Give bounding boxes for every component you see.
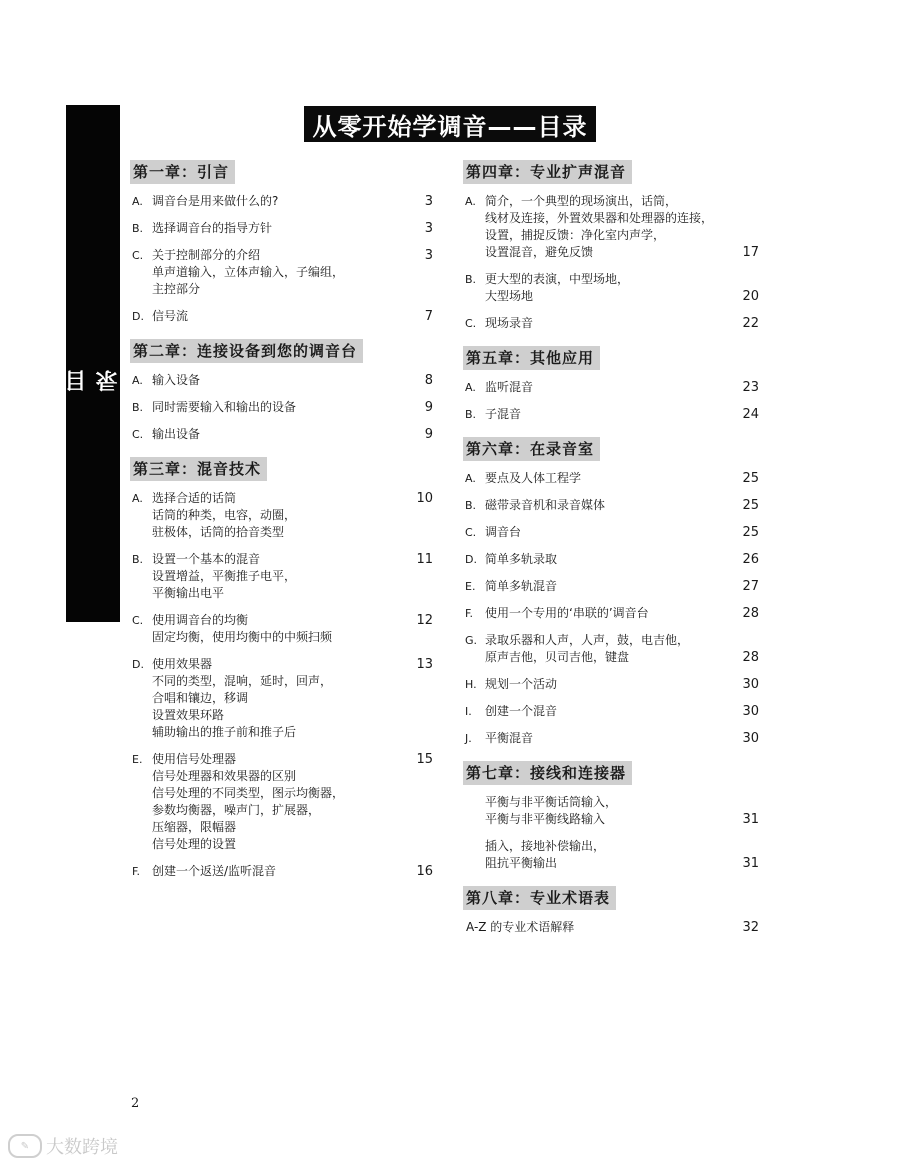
- toc-entry-letter: A.: [132, 195, 143, 208]
- toc-entry[interactable]: [463, 919, 761, 936]
- toc-entry-letter: E.: [465, 580, 476, 593]
- side-tab-label: 目录: [65, 358, 121, 392]
- toc-entry[interactable]: [463, 794, 761, 828]
- toc-entry-subline: 主控部分: [152, 282, 201, 296]
- toc-entry-page: 15: [416, 752, 433, 767]
- toc-entry-title: 创建一个返送/监听混音: [152, 864, 277, 878]
- toc-entry-page: 10: [416, 491, 433, 506]
- toc-entry-title: 使用信号处理器: [152, 752, 237, 766]
- toc-entry[interactable]: [463, 676, 761, 693]
- toc-entry-page: 3: [424, 248, 433, 263]
- toc-entry-title: 平衡与非平衡话筒输入，: [485, 795, 618, 809]
- chapter-heading: 第二章：连接设备到您的调音台: [130, 339, 363, 363]
- toc-entry[interactable]: [130, 372, 435, 389]
- toc-entry-page: 7: [424, 309, 433, 324]
- toc-entry[interactable]: [130, 247, 435, 298]
- toc-entry-page: 24: [742, 407, 759, 422]
- toc-entry[interactable]: [463, 730, 761, 747]
- toc-entry-title: 信号流: [152, 309, 189, 323]
- chapter-heading: 第七章：接线和连接器: [463, 761, 632, 785]
- toc-entry[interactable]: [463, 193, 761, 261]
- toc-entry-page: 26: [742, 552, 759, 567]
- toc-entry-subline: 平衡与非平衡线路输入: [485, 812, 606, 826]
- toc-entry[interactable]: [463, 406, 761, 423]
- toc-entry-title: 子混音: [485, 407, 522, 421]
- toc-entry-page: 28: [742, 650, 759, 665]
- toc-entry-subline: 单声道输入，立体声输入，子编组，: [152, 265, 345, 279]
- toc-entry[interactable]: [463, 838, 761, 872]
- toc-entry-page: 25: [742, 471, 759, 486]
- toc-entry-subline: 信号处理的不同类型，图示均衡器，: [152, 786, 345, 800]
- toc-entry-page: 17: [742, 245, 759, 260]
- toc-entry-letter: H.: [465, 678, 477, 691]
- toc-entry[interactable]: [463, 578, 761, 595]
- toc-entry-subline: 驻极体，话筒的拾音类型: [152, 525, 285, 539]
- toc-entry-page: 30: [742, 704, 759, 719]
- toc-entry-page: 3: [424, 221, 433, 236]
- toc-entry-page: 12: [416, 613, 433, 628]
- toc-entry-title: 简单多轨混音: [485, 579, 558, 593]
- toc-entry[interactable]: [463, 379, 761, 396]
- toc-entry-letter: B.: [132, 553, 144, 566]
- chapter-heading: 第三章：混音技术: [130, 457, 267, 481]
- toc-entry-letter: B.: [132, 222, 144, 235]
- toc-entry-letter: C.: [132, 249, 144, 262]
- watermark: [8, 1133, 118, 1159]
- toc-entry-title: 创建一个混音: [485, 704, 558, 718]
- toc-entry[interactable]: [463, 524, 761, 541]
- toc-entry-page: 22: [742, 316, 759, 331]
- toc-entry-letter: A.: [465, 472, 476, 485]
- toc-entry-subline: 信号处理器和效果器的区别: [152, 769, 297, 783]
- toc-entry-title: 更大型的表演，中型场地，: [485, 272, 630, 286]
- toc-entry-page: 30: [742, 731, 759, 746]
- toc-entry[interactable]: [130, 399, 435, 416]
- toc-entry[interactable]: [130, 193, 435, 210]
- toc-entry-subline: 不同的类型，混响，延时，回声，: [152, 674, 333, 688]
- toc-entry-page: 25: [742, 498, 759, 513]
- toc-entry-subline: 阻抗平衡输出: [485, 856, 558, 870]
- toc-entry-page: 3: [424, 194, 433, 209]
- toc-entry-title: 使用效果器: [152, 657, 213, 671]
- toc-entry[interactable]: [130, 551, 435, 602]
- toc-entry-letter: A.: [465, 195, 476, 208]
- chapter-heading: 第一章：引言: [130, 160, 235, 184]
- toc-entry-title: 监听混音: [485, 380, 534, 394]
- toc-entry-letter: E.: [132, 753, 143, 766]
- toc-entry-subline: 设置增益，平衡推子电平，: [152, 569, 297, 583]
- toc-entry-title: 输出设备: [152, 427, 201, 441]
- toc-entry-title: 设置一个基本的混音: [152, 552, 261, 566]
- toc-entry-letter: J.: [465, 732, 472, 745]
- toc-entry-title: 选择调音台的指导方针: [152, 221, 273, 235]
- toc-entry-title: 关于控制部分的介绍: [152, 248, 261, 262]
- toc-right-column: [463, 160, 761, 950]
- toc-entry[interactable]: [130, 656, 435, 741]
- toc-entry-letter: I.: [465, 705, 472, 718]
- toc-entry-title: 插入，接地补偿输出，: [485, 839, 606, 853]
- watermark-text: 大数跨境: [46, 1137, 118, 1158]
- toc-entry[interactable]: [130, 426, 435, 443]
- toc-entry-page: 20: [742, 289, 759, 304]
- toc-entry[interactable]: [463, 703, 761, 720]
- page-title: 从零开始学调音——目录: [304, 106, 596, 142]
- toc-entry-letter: B.: [465, 273, 477, 286]
- toc-entry-page: 32: [742, 920, 759, 935]
- toc-entry-title: 选择合适的话筒: [152, 491, 237, 505]
- toc-entry[interactable]: [130, 751, 435, 853]
- toc-entry-title: A-Z 的专业术语解释: [466, 920, 575, 934]
- chapter-heading: 第四章：专业扩声混音: [463, 160, 632, 184]
- toc-entry[interactable]: [130, 308, 435, 325]
- toc-entry-subline: 设置混音，避免反馈: [485, 245, 594, 259]
- toc-entry[interactable]: [130, 863, 435, 880]
- toc-entry-subline: 设置效果环路: [152, 708, 225, 722]
- toc-entry-letter: B.: [465, 408, 477, 421]
- toc-entry-title: 磁带录音机和录音媒体: [485, 498, 606, 512]
- toc-entry-title: 录取乐器和人声，人声，鼓，电吉他，: [485, 633, 690, 647]
- toc-entry-title: 规划一个活动: [485, 677, 558, 691]
- toc-entry-page: 23: [742, 380, 759, 395]
- toc-entry-subline: 原声吉他，贝司吉他，键盘: [485, 650, 630, 664]
- toc-entry-title: 调音台: [485, 525, 522, 539]
- toc-entry-page: 25: [742, 525, 759, 540]
- toc-entry-letter: C.: [465, 526, 477, 539]
- toc-entry-subline: 辅助输出的推子前和推子后: [152, 725, 297, 739]
- toc-entry-subline: 平衡输出电平: [152, 586, 225, 600]
- toc-entry-page: 31: [742, 812, 759, 827]
- toc-left-column: [130, 160, 435, 894]
- toc-entry[interactable]: [463, 551, 761, 568]
- toc-entry-title: 使用调音台的均衡: [152, 613, 249, 627]
- toc-entry-letter: C.: [132, 614, 144, 627]
- toc-entry-page: 27: [742, 579, 759, 594]
- toc-entry[interactable]: [463, 271, 761, 305]
- toc-entry[interactable]: [463, 497, 761, 514]
- toc-entry[interactable]: [130, 490, 435, 541]
- toc-entry-letter: D.: [132, 310, 144, 323]
- toc-entry[interactable]: [463, 632, 761, 666]
- toc-entry-letter: G.: [465, 634, 478, 647]
- toc-entry-letter: B.: [132, 401, 144, 414]
- toc-entry-title: 现场录音: [485, 316, 534, 330]
- toc-entry-letter: A.: [132, 492, 143, 505]
- toc-entry-title: 简单多轨录取: [485, 552, 558, 566]
- watermark-logo-icon: ✎: [8, 1134, 42, 1158]
- toc-entry-title: 简介，一个典型的现场演出，话筒，: [485, 194, 678, 208]
- toc-entry[interactable]: [130, 220, 435, 237]
- toc-entry-page: 8: [424, 373, 433, 388]
- toc-entry-title: 调音台是用来做什么的?: [152, 194, 279, 208]
- toc-entry[interactable]: [130, 612, 435, 646]
- toc-entry-page: 9: [424, 427, 433, 442]
- toc-entry-letter: B.: [465, 499, 477, 512]
- toc-entry[interactable]: [463, 470, 761, 487]
- toc-entry-title: 平衡混音: [485, 731, 534, 745]
- toc-entry-subline: 设置，捕捉反馈：净化室内声学，: [485, 228, 666, 242]
- toc-entry-letter: D.: [465, 553, 477, 566]
- toc-entry-letter: D.: [132, 658, 144, 671]
- toc-entry-letter: A.: [132, 374, 143, 387]
- toc-entry-subline: 话筒的种类，电容，动圈，: [152, 508, 297, 522]
- toc-entry-letter: C.: [465, 317, 477, 330]
- toc-entry-page: 9: [424, 400, 433, 415]
- toc-entry-title: 输入设备: [152, 373, 201, 387]
- chapter-heading: 第五章：其他应用: [463, 346, 600, 370]
- toc-entry-letter: F.: [132, 865, 141, 878]
- toc-entry-page: 31: [742, 856, 759, 871]
- toc-entry[interactable]: [463, 315, 761, 332]
- toc-entry-subline: 参数均衡器，噪声门，扩展器，: [152, 803, 321, 817]
- toc-entry-subline: 线材及连接，外置效果器和处理器的连接，: [485, 211, 714, 225]
- toc-entry-subline: 信号处理的设置: [152, 837, 237, 851]
- toc-entry-letter: A.: [465, 381, 476, 394]
- toc-entry-letter: C.: [132, 428, 144, 441]
- chapter-heading: 第八章：专业术语表: [463, 886, 616, 910]
- toc-entry-page: 11: [416, 552, 433, 567]
- toc-entry-page: 30: [742, 677, 759, 692]
- toc-entry-letter: F.: [465, 607, 474, 620]
- page-number: 2: [131, 1096, 140, 1111]
- toc-entry-subline: 固定均衡，使用均衡中的中频扫频: [152, 630, 333, 644]
- chapter-heading: 第六章：在录音室: [463, 437, 600, 461]
- toc-entry-subline: 大型场地: [485, 289, 534, 303]
- toc-entry-subline: 压缩器，限幅器: [152, 820, 237, 834]
- toc-entry-page: 28: [742, 606, 759, 621]
- toc-entry-title: 同时需要输入和输出的设备: [152, 400, 297, 414]
- toc-entry-title: 要点及人体工程学: [485, 471, 582, 485]
- toc-entry-page: 16: [416, 864, 433, 879]
- toc-entry-page: 13: [416, 657, 433, 672]
- toc-entry-subline: 合唱和镶边，移调: [152, 691, 249, 705]
- toc-entry[interactable]: [463, 605, 761, 622]
- toc-entry-title: 使用一个专用的‘串联的’调音台: [485, 606, 649, 620]
